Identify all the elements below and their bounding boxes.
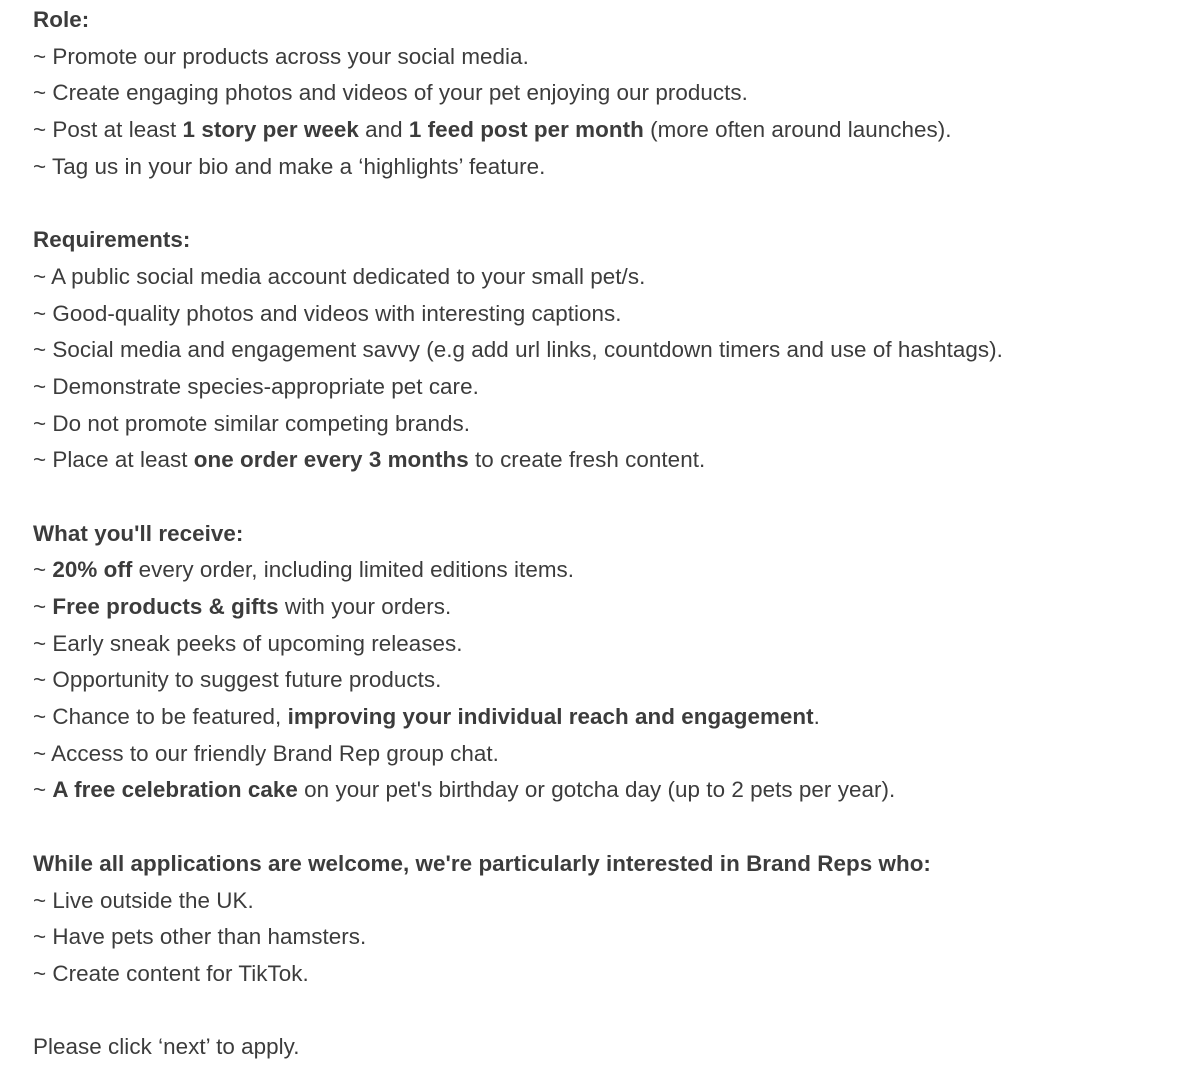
list-item	[33, 552, 1163, 589]
list-item	[33, 919, 1163, 956]
list-item	[33, 772, 1163, 809]
text-segment: ~ Tag us in your bio and make a ‘highlights’ feature.	[33, 153, 546, 179]
text-segment: ~	[33, 594, 53, 619]
list-item	[33, 736, 1163, 773]
text-segment: with your orders.	[278, 594, 452, 619]
text-segment: ~ Do not promote similar competing brands.	[33, 410, 471, 436]
list-item	[33, 39, 1163, 76]
section-heading: Requirements:	[33, 227, 191, 253]
text-segment: .	[813, 704, 820, 730]
text-segment: ~ Post at least	[33, 117, 183, 143]
closing-text	[33, 1029, 1163, 1066]
text-segment: ~ Live outside the UK.	[33, 887, 254, 913]
emphasis-text: one order every 3 months	[193, 447, 469, 473]
text-segment: ~ A public social media account dedicated to your small pet/s.	[33, 263, 646, 289]
text-segment: ~ Have pets other than hamsters.	[33, 924, 367, 950]
list-item	[33, 112, 1163, 149]
text-segment: ~	[33, 777, 53, 803]
text-segment: ~ Social media and engagement savvy (e.g add url links, countdown timers and use of hashtags).	[33, 337, 1003, 363]
text-segment: ~ Place at least	[33, 447, 194, 473]
text-segment: on your pet's birthday or gotcha day (up to 2 pets per year).	[297, 777, 896, 803]
text-segment: ~ Demonstrate species-appropriate pet care.	[33, 373, 479, 399]
list-item	[33, 259, 1163, 296]
text-segment: ~ Access to our friendly Brand Rep group chat.	[33, 740, 499, 766]
emphasis-text: 20% off	[52, 557, 133, 583]
section-closing	[33, 1029, 1163, 1066]
list-item	[33, 626, 1163, 663]
list-item	[33, 75, 1163, 112]
text-segment: every order, including limited editions items.	[132, 557, 575, 583]
list-item	[33, 442, 1163, 479]
emphasis-text: 1 feed post per month	[408, 117, 644, 143]
text-segment: ~ Opportunity to suggest future products.	[33, 667, 442, 693]
list-item	[33, 956, 1163, 993]
list-item	[33, 369, 1163, 406]
text-segment: ~ Promote our products across your social media.	[33, 43, 529, 69]
emphasis-text: 1 story per week	[182, 117, 359, 143]
text-segment: (more often around launches).	[643, 117, 952, 143]
list-item	[33, 296, 1163, 333]
text-segment: and	[358, 117, 409, 143]
text-segment: ~ Create engaging photos and videos of your pet enjoying our products.	[33, 80, 748, 106]
list-item	[33, 149, 1163, 186]
document-body	[33, 2, 1163, 1066]
section-role	[33, 2, 1163, 185]
text-segment: Please click ‘next’ to apply.	[33, 1034, 300, 1060]
emphasis-text: Free products & gifts	[52, 594, 279, 619]
list-item	[33, 883, 1163, 920]
section-what-you-ll-receive	[33, 516, 1163, 810]
list-item	[33, 662, 1163, 699]
section-requirements	[33, 222, 1163, 479]
list-item	[33, 406, 1163, 443]
text-segment: to create fresh content.	[468, 447, 706, 473]
list-item	[33, 332, 1163, 369]
text-segment: ~ Early sneak peeks of upcoming releases.	[33, 630, 463, 656]
section-heading: Role:	[33, 7, 90, 32]
text-segment: ~ Good-quality photos and videos with interesting captions.	[33, 300, 622, 326]
section-heading: What you'll receive:	[33, 520, 244, 546]
text-segment: ~ Chance to be featured,	[33, 704, 288, 730]
section-while-all-applications-are-welcome-we-re	[33, 846, 1163, 993]
section-heading: While all applications are welcome, we're particularly interested in Brand Reps who:	[33, 850, 931, 876]
text-segment: ~	[33, 557, 53, 583]
emphasis-text: A free celebration cake	[52, 777, 298, 803]
list-item	[33, 699, 1163, 736]
emphasis-text: improving your individual reach and engagement	[287, 704, 814, 730]
list-item	[33, 589, 1163, 626]
text-segment: ~ Create content for TikTok.	[33, 960, 309, 986]
